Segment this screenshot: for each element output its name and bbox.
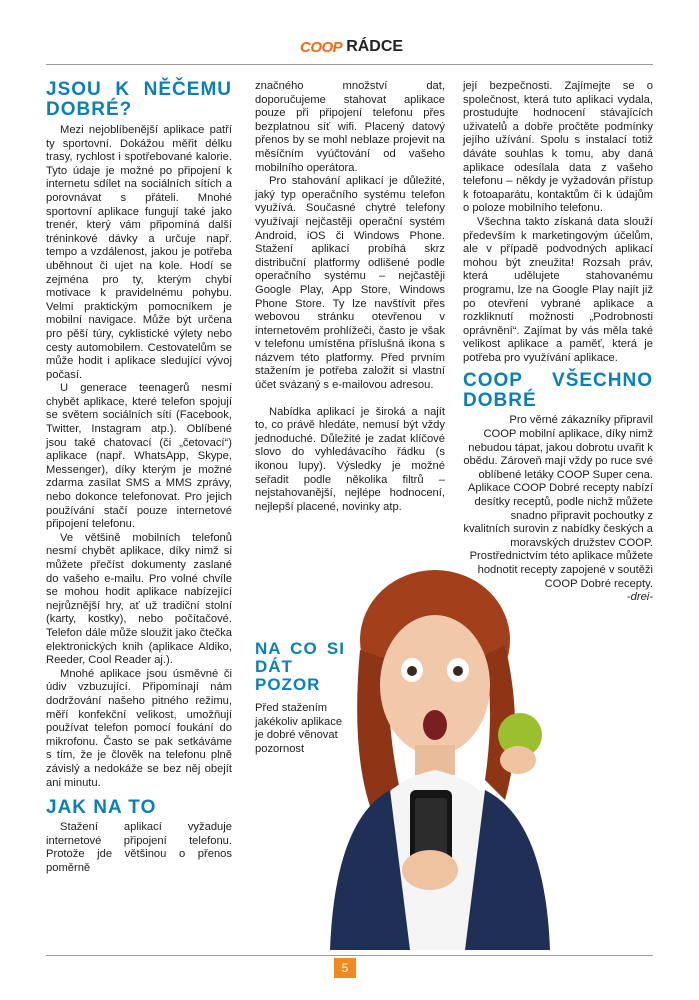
coop-logo-mark: COOP (300, 38, 343, 56)
column-3 (463, 80, 653, 605)
col1-paragraph: Ve většině mobilních telefonů nesmí chybět aplikace, díky nimž si můžete přečíst dokumenty zaslané do vašeho e-mailu. Pro volné chvíle se mohou hodit aplikace nabízející nejrůznější hry, ať už tradiční stolní (karty, kostky), nebo počítačové. Telefon dále může sloužit jako čtečka elektronických knih (aplikace Aldiko, Reeder, Cool Reader aj.). (46, 531, 232, 667)
col1-paragraph: Mnohé aplikace jsou úsměvné či údiv vzbuzující. Připomínají nám dodržování našeho pitného režimu, měří konfekční velikost, umožňují používat telefon pomocí foukání do mikrofonu. Často se pak setkáváme s tím, že je člověk na telefonu plně závislý a nedokáže se bez něj obejít ani minutu. (46, 667, 232, 789)
column-1 (46, 80, 232, 875)
heading-jak-na-to: JAK NA TO (46, 797, 157, 819)
heading-na-co-si-dat-pozor: NA CO SI DÁT POZOR (255, 639, 345, 694)
author-signature: -drei- (626, 591, 653, 604)
footer-rule (46, 955, 653, 956)
heading-jsou-k-necemu-dobre: JSOU K NĚČEMU DOBRÉ? (46, 79, 232, 120)
col2-paragraph: Nabídka aplikací je široká a najít to, co právě hledáte, nemusí být vždy jednoduché. Důležité je zadat klíčové slovo do vyhledávacího řádku (s ikonou lupy). Výsledky je možné seřadit podle několika filtrů – nejstahovanější, nejlépe hodnocení, nejlepší placené, novinky atp. (255, 405, 445, 513)
right-hand (500, 746, 536, 774)
coop-radce-logo (300, 38, 403, 56)
open-mouth (423, 710, 447, 740)
surprised-woman-photo (290, 560, 580, 950)
left-pupil (407, 666, 417, 676)
col1-paragraph: U generace teenagerů nesmí chybět aplikace, které telefon spojují se světem sociálních sítí (Facebook, Twitter, Instagram atp.). Oblíbené jsou také chatovací (či „četovací“) aplikace (např. WhatsApp, Skype, Messenger), díky kterým je možné zdarma zasílat SMS a MMS zprávy, nebo dokonce telefonovat. Pro jejich používání stačí pouze internetové připojení telefonu. (46, 382, 232, 531)
section-name: RÁDCE (346, 38, 404, 55)
header-rule (46, 64, 653, 65)
page-number-badge: 5 (334, 958, 356, 978)
right-pupil (453, 666, 463, 676)
column-2 (255, 80, 445, 514)
col2-paragraph: Před stažením jakékoliv aplikace je dobré věnovat pozornost (255, 702, 343, 755)
left-hand (402, 850, 458, 890)
col2-paragraph: značného množství dat, doporučujeme stahovat aplikace pouze při připojení telefonu přes bezplatnou síť wifi. Placený datový přenos by se mohl neblaze projevit na měsíčním vyúčtování od vašeho mobilního operátora. (255, 80, 445, 174)
col3-paragraph: její bezpečnosti. Zajímejte se o společnost, která tuto aplikaci vydala, prostudujte hodnocení stávajících uživatelů a dobře pročtěte podmínky jejího užívání. Spolu s instalací totiž dáváte souhlas k tomu, aby daná aplikace odesílala data z vašeho telefonu – někdy je vyžadován přístup k fotoaparátu, kontaktům či k údajům o poloze mobilního telefonu. (463, 80, 653, 215)
heading-coop-vsechno-dobre: COOP VŠECHNO DOBRÉ (463, 370, 653, 412)
page-header (0, 35, 699, 65)
col2-paragraph: Pro stahování aplikací je důležité, jaký typ operačního systému telefon využívá. Současné chytré telefony využívají nejčastěji operační systém Android, iOS či Windows Phone. Stažení aplikací probíhá skrz distribuční platformy odlišené podle operačního systému – nejčastěji Google Play, App Store, Windows Phone Store. Ty lze navštívit přes webovou stránku otevřenou v internetovém prohlížeči, často je však v telefonu umístěna příslušná ikona s názvem této platformy. Před prvním stažením je potřeba založit si vlastní účet svázaný s e-mailovou adresou. (255, 175, 445, 392)
col1-paragraph: Stažení aplikací vyžaduje internetové připojení telefonu. Protože jde většinou o přenos poměrně (46, 821, 232, 874)
col3-paragraph: Pro věrné zákazníky připravil COOP mobilní aplikace, díky nimž nebudou tápat, jakou dobrotu uvařit k obědu. Zároveň mají vždy po ruce své oblíbené letáky COOP Super cena. Aplikace COOP Dobré recepty nabízí desítky receptů, podle nichž můžete snadno připravit pochoutky z kvalitních surovin z nabídky českých a moravských družstev COOP. Prostřednictvím této aplikace můžete hodnotit recepty zapojené v soutěži COOP Dobré recepty. (463, 414, 653, 590)
col1-paragraph: Mezi nejoblíbenější aplikace patří ty sportovní. Dokážou měřit délku trasy, rychlost i spotřebované kalorie. Tyto údaje je možné po připojení k internetu sdílet na sociálních sítích a porovnávat s přáteli. Mnohé sportovní aplikace fungují také jako trenér, který vám připomíná další tréninkové dávky a určuje např. tempo a vzdálenost, jakou je potřeba uběhnout či ujet na kole. Hodí se zejména pro ty, kterým chybí motivace k pravidelnému pohybu. Velmi praktickým pomocníkem je mobilní navigace. Může být určena pro pěší túry, cyklistické výlety nebo cesty automobilem. Cestovatelům se může hodit i aplikace sledující vývoj počasí. (46, 124, 232, 381)
col3-paragraph: Všechna takto získaná data slouží především k marketingovým účelům, ale v případě podvodných aplikací mohou být zneužita! Rozsah práv, která udělujete stahovanému programu, lze na Google Play najít již po otevření vybrané aplikace a rozkliknutí možnosti „Podrobnosti oprávnění“. Zajímat by vás měla také velikost aplikace a paměť, která je potřeba pro využívání aplikace. (463, 215, 653, 364)
